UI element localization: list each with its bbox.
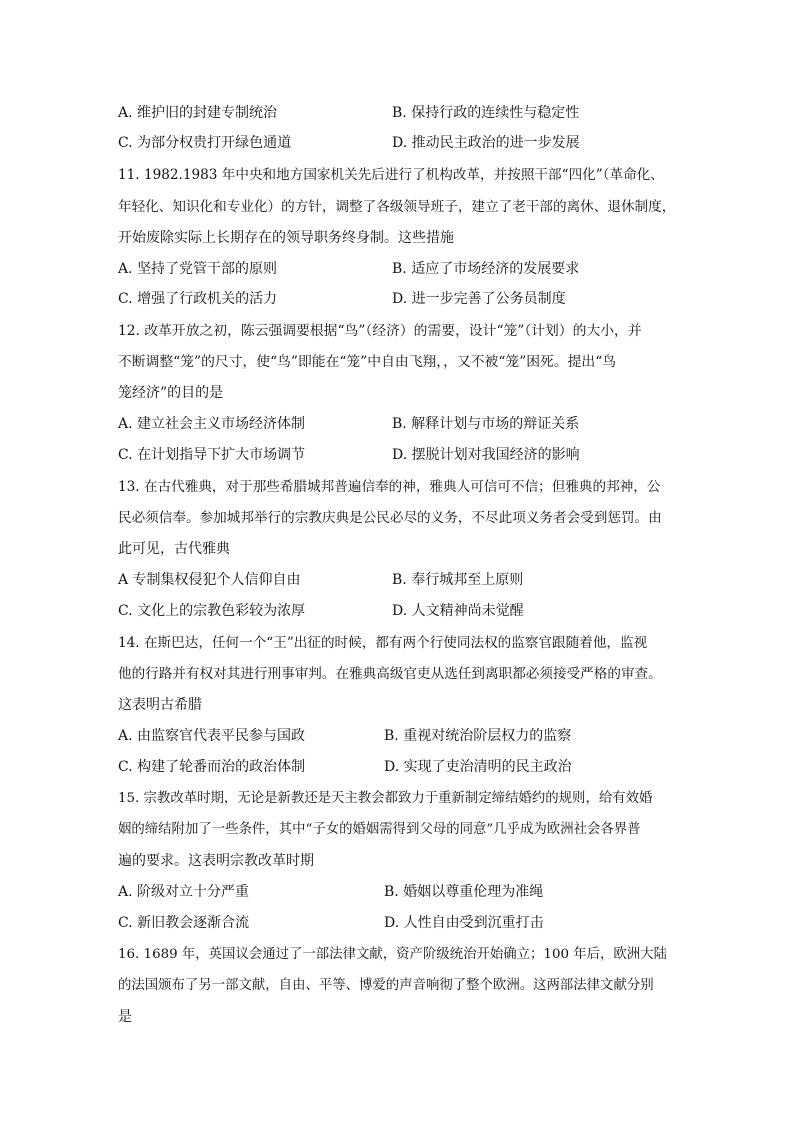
option-c: C. 增强了行政机关的活力 bbox=[118, 291, 278, 307]
option-c: C. 新旧教会逐渐合流 bbox=[118, 915, 250, 931]
option-b: B. 奉行城邦至上原则 bbox=[392, 572, 524, 588]
option-c: C. 文化上的宗教色彩较为浓厚 bbox=[118, 603, 306, 619]
question-stem-line: 开始废除实际上长期存在的领导职务终身制。这些措施 bbox=[118, 230, 454, 246]
option-c: C. 在计划指导下扩大市场调节 bbox=[118, 447, 306, 463]
question-stem-line: 遍的要求。这表明宗教改革时期 bbox=[118, 853, 314, 869]
option-a: A. 坚持了党管干部的原则 bbox=[118, 261, 278, 277]
question-stem-line: 13. 在古代雅典，对于那些希腊城邦普遍信奉的神，雅典人可信可不信；但雅典的邦神，公 bbox=[118, 479, 661, 495]
option-a: A. 维护旧的封建专制统治 bbox=[118, 105, 278, 121]
option-d: D. 人性自由受到沉重打击 bbox=[384, 915, 544, 931]
question-stem-line: 这表明古希腊 bbox=[118, 697, 202, 713]
option-a: A 专制集权侵犯个人信仰自由 bbox=[118, 572, 301, 588]
question-stem-line: 不断调整“笼”的尺寸，使“鸟”即能在“笼”中自由飞翔，，又不被“笼”困死。提出“鸟 bbox=[118, 354, 617, 370]
option-d: D. 进一步完善了公务员制度 bbox=[392, 291, 566, 307]
option-c: C. 为部分权贵打开绿色通道 bbox=[118, 135, 292, 151]
option-a: A. 阶级对立十分严重 bbox=[118, 884, 250, 900]
option-b: B. 保持行政的连续性与稳定性 bbox=[392, 105, 580, 121]
question-stem-line: 的法国颁布了另一部文献，自由、平等、博爱的声音响彻了整个欧洲。这两部法律文献分别 bbox=[118, 978, 654, 993]
option-d: D. 摆脱计划对我国经济的影响 bbox=[392, 447, 580, 463]
question-stem-line: 姻的缔结附加了一些条件，其中“子女的婚姻需得到父母的同意”几乎成为欧洲社会各界普 bbox=[118, 822, 641, 837]
option-d: D. 人文精神尚未觉醒 bbox=[392, 603, 524, 619]
question-stem-line: 15. 宗教改革时期，无论是新教还是天主教会都致力于重新制定缔结婚约的规则，给有效婚 bbox=[118, 791, 653, 806]
question-stem-line: 是 bbox=[118, 1009, 132, 1025]
question-stem-line: 11. 1982.1983 年中央和地方国家机关先后进行了机构改革，并按照干部“四化”（革命化、 bbox=[118, 167, 664, 183]
question-stem-line: 他的行路并有权对其进行刑事审判。在雅典高级官吏从选任到离职都必须接受严格的审查。 bbox=[118, 666, 662, 682]
option-a: A. 由监察官代表平民参与国政 bbox=[118, 728, 306, 744]
option-a: A. 建立社会主义市场经济体制 bbox=[118, 416, 306, 432]
option-b: B. 婚姻以尊重伦理为准绳 bbox=[384, 884, 544, 900]
question-stem-line: 此可见，古代雅典 bbox=[118, 541, 230, 557]
option-d: D. 实现了吏治清明的民主政治 bbox=[384, 759, 572, 775]
question-stem-line: 12. 改革开放之初，陈云强调要根据“鸟”（经济）的需要，设计“笼”（计划）的大小，并 bbox=[118, 323, 642, 339]
option-b: B. 重视对统治阶层权力的监察 bbox=[384, 728, 572, 744]
question-stem-line: 年轻化、知识化和专业化）的方针，调整了各级领导班子，建立了老干部的离休、退休制度， bbox=[118, 199, 676, 215]
option-d: D. 推动民主政治的进一步发展 bbox=[392, 135, 580, 151]
option-c: C. 构建了轮番而治的政治体制 bbox=[118, 759, 306, 775]
question-stem-line: 笼经济”的目的是 bbox=[118, 385, 224, 401]
question-stem-line: 14. 在斯巴达，任何一个“王”出征的时候，都有两个行使同法权的监察官跟随着他，监视 bbox=[118, 635, 648, 651]
question-stem-line: 16. 1689 年，英国议会通过了一部法律文献，资产阶级统治开始确立；100 年后，欧洲大陆 bbox=[118, 947, 667, 962]
option-b: B. 解释计划与市场的辩证关系 bbox=[392, 416, 580, 432]
option-b: B. 适应了市场经济的发展要求 bbox=[392, 261, 580, 277]
question-stem-line: 民必须信奉。参加城邦举行的宗教庆典是公民必尽的义务，不尽此项义务者会受到惩罚。由 bbox=[118, 510, 662, 526]
